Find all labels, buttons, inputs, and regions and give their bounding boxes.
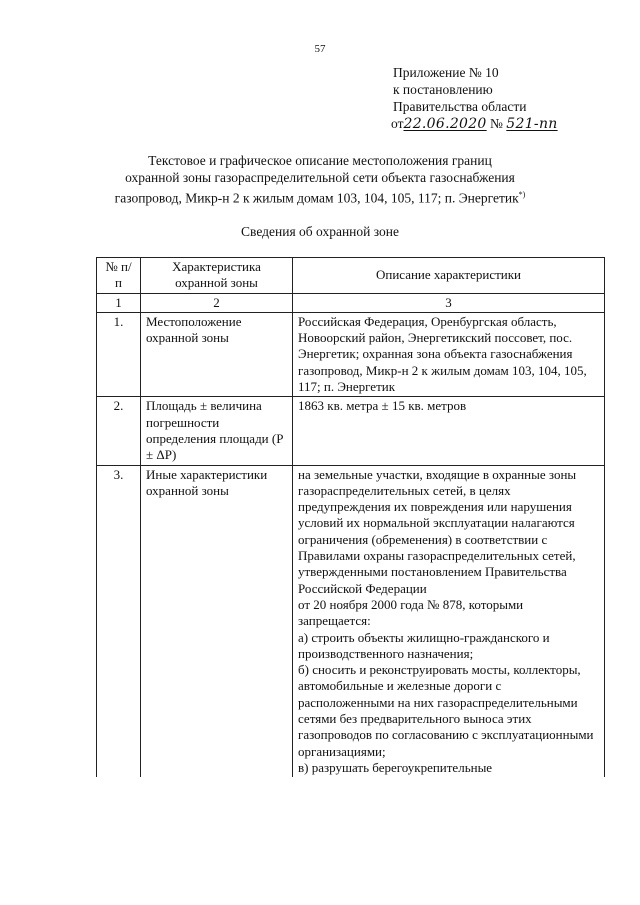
- header-characteristic: Характеристика охранной зоны: [141, 258, 293, 294]
- index-cell: 2: [141, 293, 293, 312]
- row-num: 2.: [97, 397, 141, 465]
- table-row: [97, 465, 605, 777]
- table-header-row: [97, 258, 605, 294]
- title-line: Текстовое и графическое описание местоположения границ: [148, 153, 492, 168]
- appendix-line: к постановлению: [393, 82, 493, 97]
- header-description: Описание характеристики: [293, 258, 605, 294]
- page-number: 57: [314, 43, 326, 55]
- row-characteristic: Площадь ± величина погрешности определения площади (P ± ΔP): [141, 397, 293, 465]
- appendix-line: Правительства области: [393, 99, 527, 114]
- title-line: охранной зоны газораспределительной сети объекта газоснабжения: [125, 170, 515, 185]
- row-characteristic: Местоположение охранной зоны: [141, 312, 293, 396]
- handwritten-number: 521-пп: [506, 116, 558, 132]
- title-line: [40, 186, 600, 207]
- section-subtitle: Сведения об охранной зоне: [241, 224, 399, 239]
- description-text: на земельные участки, входящие в охранные зоны газораспределительных сетей, в целях предупреждения их повреждения или нарушения условий их нормальной эксплуатации налагаются ограничения (обременения) в соответствии с Правилами охраны газораспределительных сетей, утвержденными постановлением Правительства Российской Федерации: [298, 466, 577, 596]
- table-index-row: [97, 293, 605, 312]
- row-num: 1.: [97, 312, 141, 396]
- row-description: [293, 465, 605, 777]
- handwritten-date: 22.06.2020: [403, 116, 487, 132]
- title-line-text: газопровод, Микр-н 2 к жилым домам 103, 104, 105, 117; п. Энергетик: [114, 190, 519, 206]
- number-prefix: №: [490, 116, 503, 131]
- appendix-line: Приложение № 10: [393, 65, 499, 80]
- header-num: № п/п: [97, 258, 141, 294]
- footnote-mark: *): [518, 190, 526, 199]
- table-row: [97, 397, 605, 465]
- description-date: от 20 ноября 2000 года № 878, которыми запрещается:: [298, 596, 524, 629]
- restriction-item-c: в) разрушать берегоукрепительные: [298, 759, 493, 775]
- row-num: 3.: [97, 465, 141, 777]
- row-description: Российская Федерация, Оренбургская область, Новоорский район, Энергетикский поссовет, пос. Энергетик; охранная зона объекта газоснабжения газопровод, Микр-н 2 к жилым домам 103, 104, 105, 117; п. Энергетик: [293, 312, 605, 396]
- index-cell: 1: [97, 293, 141, 312]
- row-description: 1863 кв. метра ± 15 кв. метров: [293, 397, 605, 465]
- table-row: [97, 312, 605, 396]
- date-prefix: от: [391, 116, 404, 131]
- zone-info-table: [96, 257, 605, 777]
- restriction-item-a: а) строить объекты жилищно-гражданского и производственного назначения;: [298, 629, 550, 661]
- document-title: [40, 152, 600, 207]
- appendix-block: [393, 64, 558, 133]
- restriction-item-b: б) сносить и реконструировать мосты, коллекторы, автомобильные и железные дороги с расположенными на них газораспределительными сетями без предварительного выноса этих газопроводов по согласованию с эксплуатационными организациями;: [298, 662, 594, 759]
- index-cell: 3: [293, 293, 605, 312]
- appendix-date-line: [391, 115, 558, 133]
- row-characteristic: Иные характеристики охранной зоны: [141, 465, 293, 777]
